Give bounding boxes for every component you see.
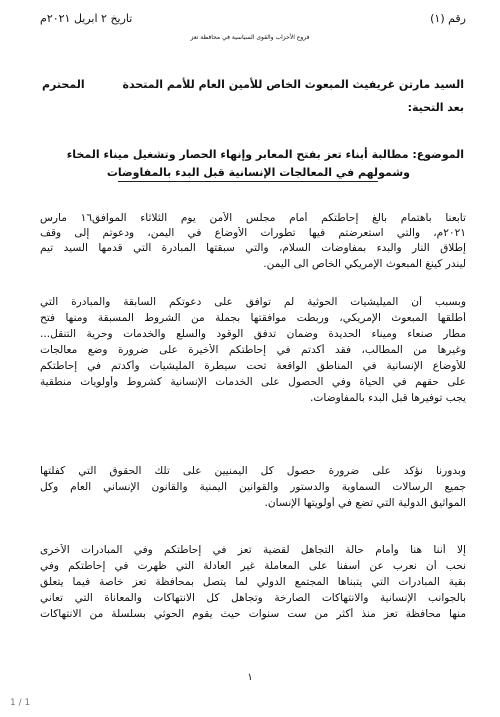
paragraph-3-line-2: جميع الرسالات السماوية والدستور والقوانين اليمنية والقانون الإنساني العام وكل: [40, 481, 466, 493]
greeting: بعد التحية:: [407, 101, 464, 114]
page-number: ١: [247, 672, 253, 683]
paragraph-2-line-6: على حقهم في الحياة وفي الحصول على الخدمات الإنسانية كشروط وأولويات منطقية: [40, 376, 466, 388]
recipient-honorific: المحترم: [42, 78, 85, 91]
paragraph-3-line-3: المواثيق الدولية التي تضع في أولويتها الإنسان.: [264, 497, 466, 509]
paragraph-4-line-3: بقية المبادرات التي يتبناها المجتمع الدولي لما يتصل بمحافظة تعز خاصة فيما يتعلق: [40, 576, 466, 588]
paragraph-2-line-7: يجب توفيرها قبل البدء بالمفاوضات.: [310, 392, 466, 404]
paragraph-2-line-5: للأوضاع الإنسانية في المناطق الواقعة تحت سيطرة المليشيات وأكدتم في إحاطتكم: [40, 360, 466, 372]
paragraph-1-line-2: ٢٠٢١م، والتي استعرضتم فيها تطورات الأوضاع في اليمن، ودعوتم إلى وقف: [40, 227, 466, 239]
paragraph-2-line-1: وبسبب أن الميليشيات الحوثية لم توافق على دعوتكم السابقة والمبادرة التي: [40, 296, 466, 308]
recipient-name: السيد مارتن غريفيث المبعوث الخاص للأمين العام للأمم المتحدة: [122, 78, 464, 91]
paragraph-3-line-1: وبدورنا نؤكد على ضرورة حصول كل اليمنيين على تلك الحقوق التي كفلتها: [40, 465, 466, 477]
paragraph-2-line-3: مطار صنعاء وميناء الحديدة وضمان تدفق الوقود والسلع والخدمات وحرية التنقل...: [40, 328, 466, 340]
paragraph-1-line-4: ليندر كينغ المبعوث الإمريكي الخاص الى اليمن.: [263, 258, 466, 270]
paragraph-4-line-4: بالجوانب الإنسانية والانتهاكات الصارخة وتجاهل كل الانتهاكات والمعاناة التي تعاني: [40, 592, 466, 604]
paragraph-4-line-5: منها محافظة تعز منذ أكثر من ست سنوات حيث يقوم الحوثي بسلسلة من الانتهاكات: [40, 608, 466, 620]
subject-line-1: الموضوع: مطالبة أبناء تعز بفتح المعابر وإنهاء الحصار وتشغيل ميناء المخاء: [66, 148, 464, 161]
paragraph-4-line-2: نحب أن نعرب عن أسفنا على المعاملة غير العادلة التي ظهرت في إحاطتكم وفي: [40, 560, 466, 572]
sender-line: فروع الأحزاب والقوى السياسية في محافظة تعز: [190, 34, 310, 41]
paragraph-1-line-1: تابعنا باهتمام بالغ إحاطتكم أمام مجلس الأمن يوم الثلاثاء الموافق١٦ مارس: [40, 212, 466, 224]
reference-number: رقم (١): [430, 12, 466, 25]
subject-line-2: وشمولهم في المعالجات الإنسانية قبل البدء بالمفاوضات: [106, 166, 410, 179]
paragraph-4-line-1: إلا أننا هنا وأمام حالة التجاهل لقضية تعز في إحاطتكم وفي المبادرات الأخرى: [40, 544, 466, 556]
letter-date: تاريخ ٢ ابريل ٢٠٢١م: [40, 12, 133, 25]
paragraph-2-line-2: أطلقها المبعوث الإمريكي، وربطت موافقتها بجملة من الشروط المسبقة ومنها فتح: [40, 312, 466, 324]
paragraph-1-line-3: إطلاق النار والبدء بمفاوضات السلام، والتي سبقتها المبادرة التي قدمها السيد تيم: [40, 242, 466, 254]
paragraph-2-line-4: وغيرها من المطالب، فقد أكدتم في إحاطتكم الأخيرة على ضرورة وضع معالجات: [40, 344, 466, 356]
subject-underline: [118, 181, 378, 182]
page-count-indicator: 1 / 1: [10, 698, 31, 708]
